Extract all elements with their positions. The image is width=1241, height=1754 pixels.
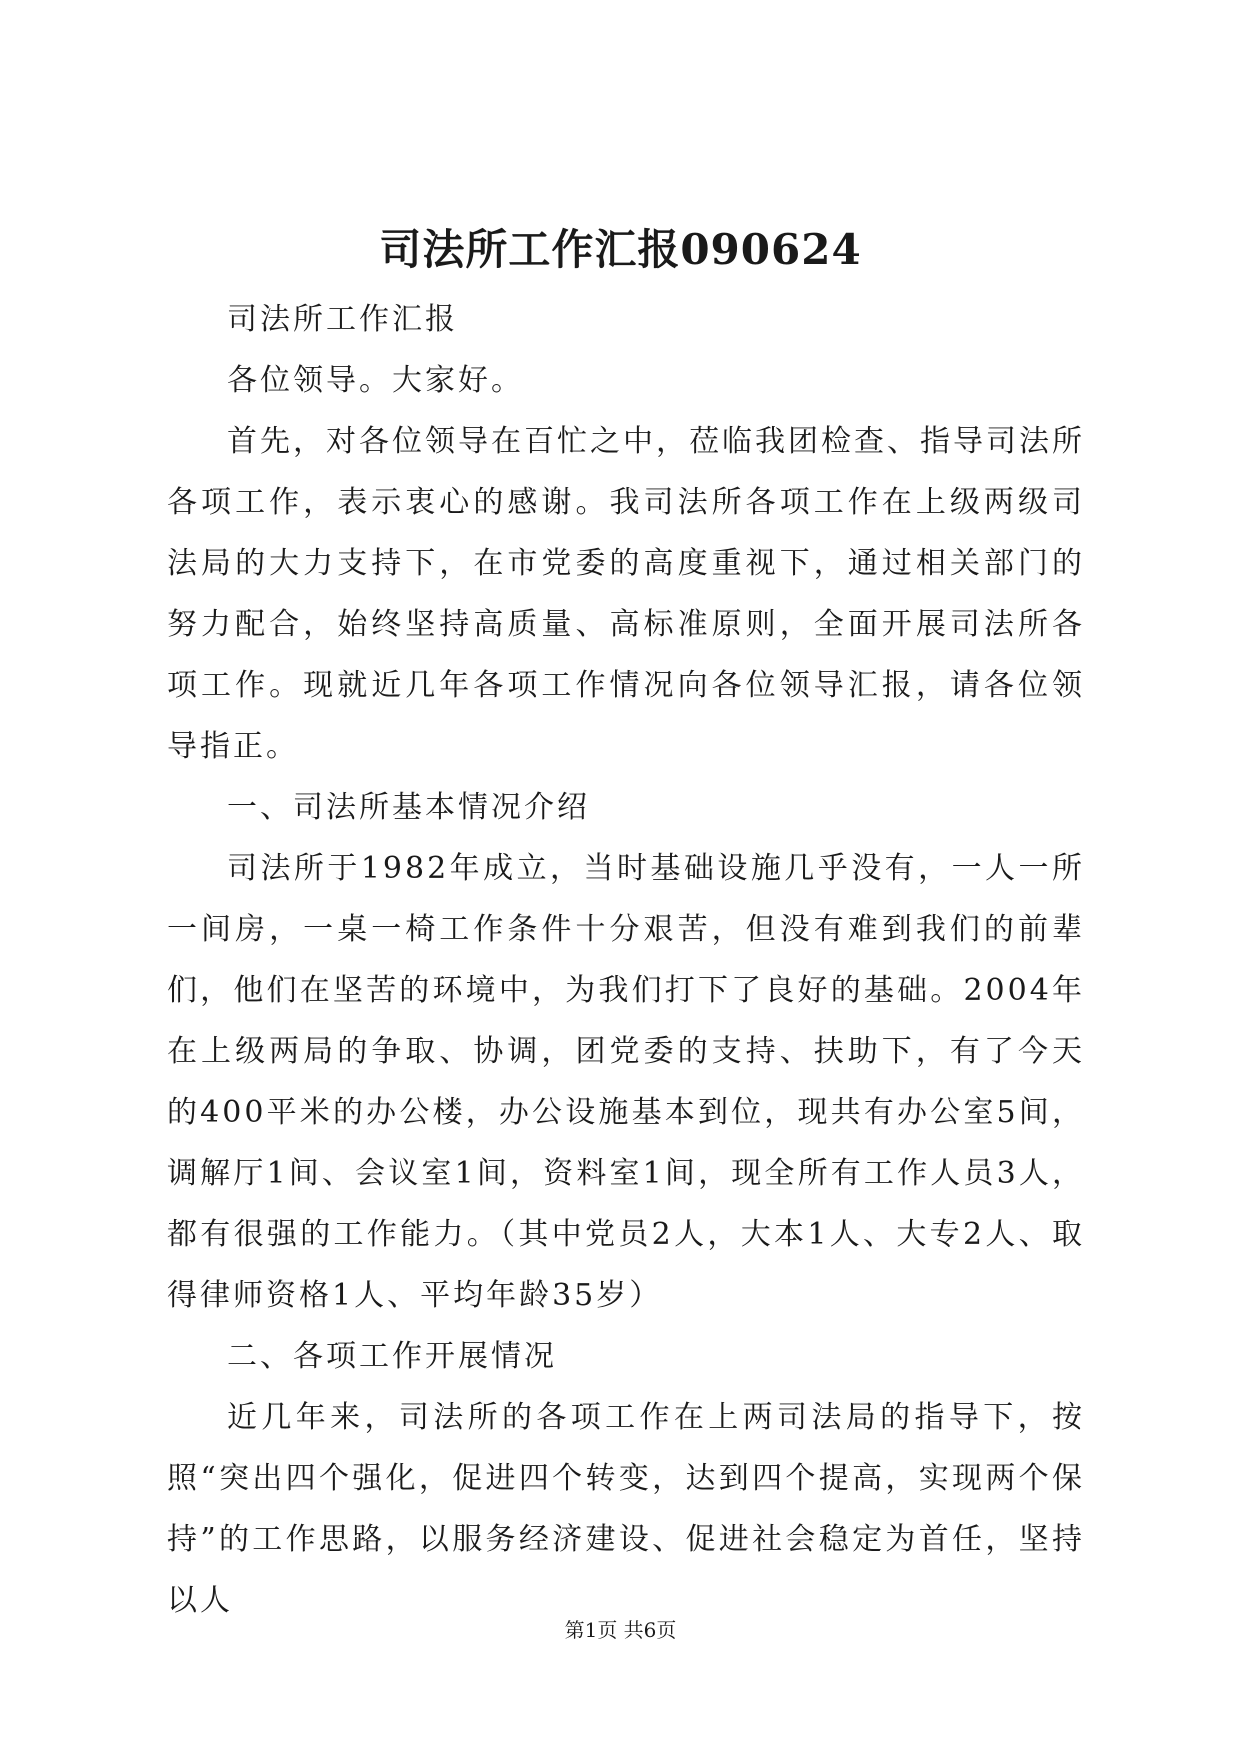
paragraph-greeting: 各位领导。大家好。 [227,363,524,398]
paragraph-introduction: 首先，对各位领导在百忙之中，莅临我团检查、指导司法所各项工作，表示衷心的感谢。我司法所各项工作在上级两级司法局的大力支持下，在市党委的高度重视下，通过相关部门的努力配合，始终坚持高质量、高标准原则，全面开展司法所各项工作。现就近几年各项工作情况向各位领导汇报，请各位领导指正。 [167,424,1085,764]
paragraph-work-progress: 近几年来，司法所的各项工作在上两司法局的指导下，按照“突出四个强化，促进四个转变，达到四个提高，实现两个保持”的工作思路，以服务经济建设、促进社会稳定为首任，坚持以人 [167,1400,1085,1618]
document-title: 司法所工作汇报090624 [379,225,862,274]
section-heading-work-progress: 二、各项工作开展情况 [227,1339,557,1374]
page-number-footer: 第1页 共6页 [564,1618,677,1642]
document-body [167,289,1085,1631]
section-heading-basic-info: 一、司法所基本情况介绍 [227,790,590,825]
paragraph-report-heading: 司法所工作汇报 [227,302,458,337]
paragraph-basic-info: 司法所于1982年成立，当时基础设施几乎没有，一人一所一间房，一桌一椅工作条件十分艰苦，但没有难到我们的前辈们，他们在坚苦的环境中，为我们打下了良好的基础。2004年在上级两局的争取、协调，团党委的支持、扶助下，有了今天的400平米的办公楼，办公设施基本到位，现共有办公室5间，调解厅1间、会议室1间，资料室1间，现全所有工作人员3人，都有很强的工作能力。（其中党员2人，大本1人、大专2人、取得律师资格1人、平均年龄35岁） [167,851,1085,1313]
